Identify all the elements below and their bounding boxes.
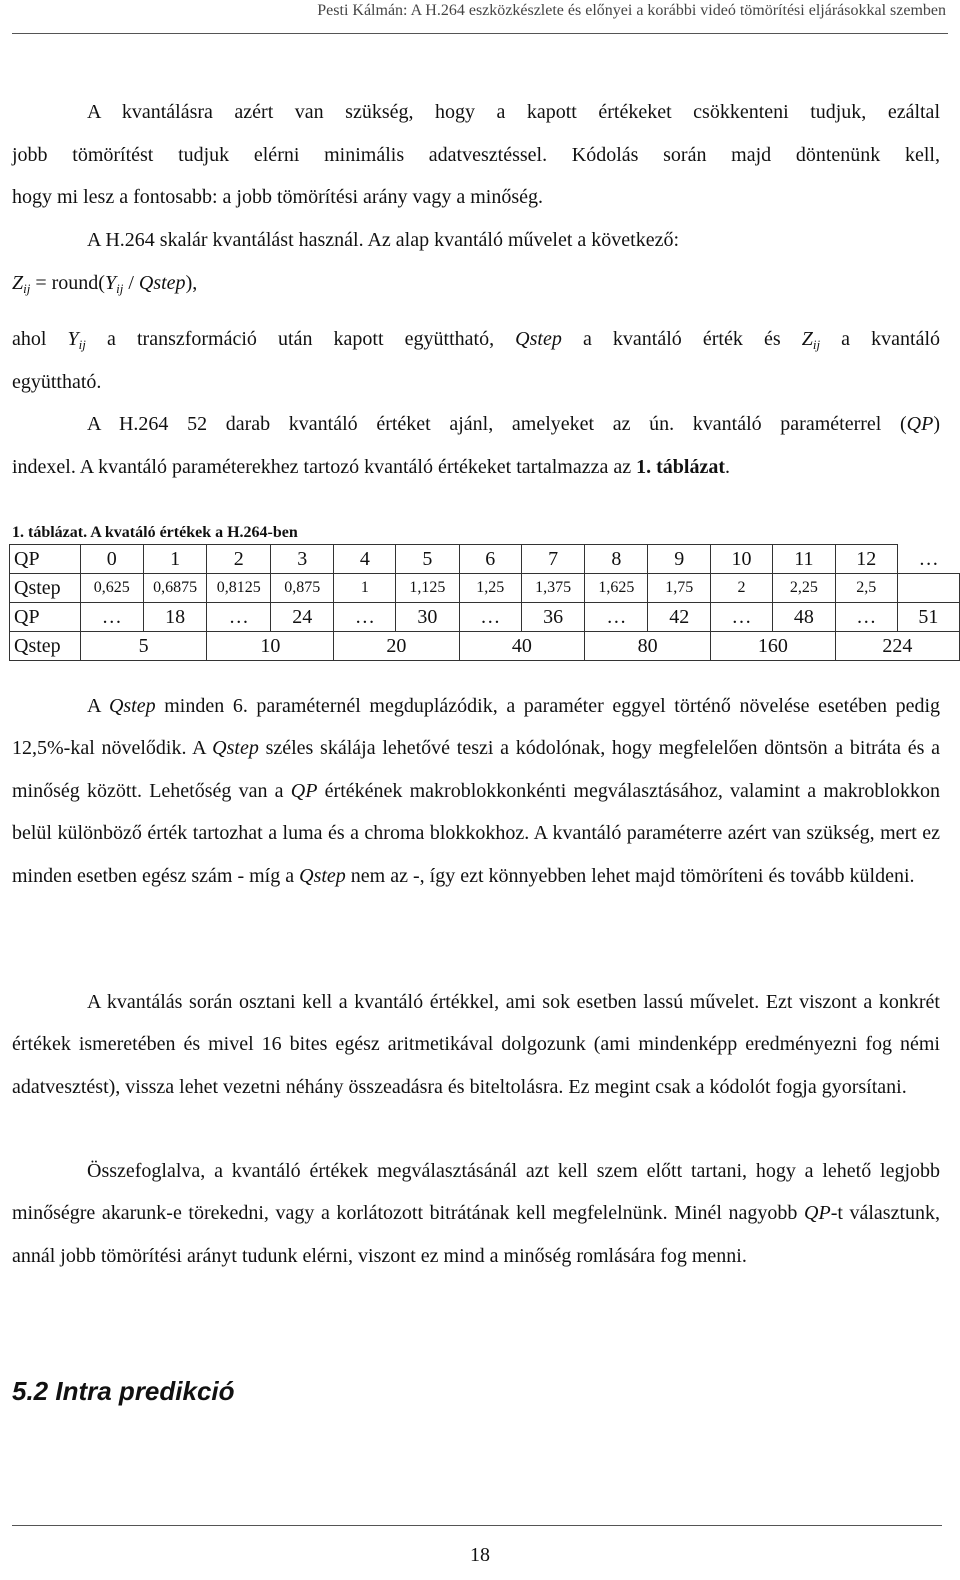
- table-cell: 0,6875: [143, 574, 207, 603]
- table-caption: 1. táblázat. A kvatáló értékek a H.264-ben: [12, 524, 298, 541]
- table-cell: 36: [522, 603, 585, 632]
- row-label: Qstep: [10, 574, 81, 603]
- p4-c: indexel. A kvantáló paraméterekhez tartozó kvantáló értékeket tartalmazza az: [12, 456, 637, 478]
- table-cell: 1,25: [459, 574, 522, 603]
- table-cell: 12: [835, 545, 897, 574]
- p7-b: -t választunk, annál jobb tömörítési arányt tudunk elérni, viszont ez mind a minőség romlására fog menni.: [12, 1202, 941, 1267]
- table-row: [10, 574, 960, 603]
- paragraph-qstep-doubling: [12, 685, 940, 897]
- p4-d: .: [725, 456, 731, 478]
- p5-e: nem az -, így ezt könnyebben lehet majd tömöríteni és tovább küldeni.: [345, 864, 915, 887]
- table-cell: 5: [396, 545, 459, 574]
- table-cell: 224: [835, 632, 959, 661]
- p3-y-sub: ij: [78, 337, 86, 352]
- p5-qstep3: Qstep: [299, 864, 346, 887]
- row-label: QP: [10, 545, 81, 574]
- page-number: 18: [470, 1544, 490, 1566]
- paragraph-quantization-purpose-line2: [12, 134, 940, 176]
- formula-z-subscript: ij: [23, 281, 31, 296]
- table-cell: 7: [522, 545, 585, 574]
- table-cell: 20: [334, 632, 459, 661]
- footer-rule: [12, 1525, 942, 1526]
- p5-b: minden 6. paraméternél megduplázódik, a paraméter eggyel történő növelése esetében pedig 12,5%-kal növelődik. A: [12, 695, 940, 760]
- table-cell: 5: [80, 632, 207, 661]
- p5-qp: QP: [290, 779, 318, 802]
- table-cell: 0,875: [271, 574, 334, 603]
- table-cell: 0,8125: [207, 574, 271, 603]
- table-cell: 3: [271, 545, 334, 574]
- p5-a: A: [87, 695, 109, 717]
- table-row: [10, 545, 960, 574]
- paragraph-quantization-purpose-line1: [12, 91, 940, 133]
- table-cell: 0,625: [80, 574, 143, 603]
- p3-d: a kvantáló: [820, 328, 941, 350]
- table-cell: 30: [396, 603, 459, 632]
- formula-close: ),: [185, 272, 198, 294]
- p3-z-sub: ij: [812, 337, 821, 352]
- table-cell: 4: [334, 545, 396, 574]
- paragraph-summary: [12, 1150, 940, 1277]
- table-cell: 1,625: [585, 574, 648, 603]
- table-cell: 8: [585, 545, 648, 574]
- formula-y-subscript: ij: [116, 281, 124, 296]
- running-header: Pesti Kálmán: A H.264 eszközkészlete és előnyei a korábbi videó tömörítési eljárásokkal szemben: [317, 2, 946, 19]
- p4-a: A H.264 52 darab kvantáló értéket ajánl, amelyeket az ún. kvantáló paraméterrel (: [87, 413, 907, 435]
- p3-b: a transzformáció után kapott együttható,: [85, 328, 516, 350]
- p1-line1: A kvantálásra azért van szükség, hogy a kapott értékeket csökkenteni tudjuk, ezáltal: [87, 101, 940, 123]
- p7-a: Összefoglalva, a kvantáló értékek megválasztásánál azt kell szem előtt tartani, hogy a lehető legjobb minőségre akarunk-e törekedni, vagy a korlátozott bitrátának kell megfelelnünk. Minél nagyobb: [12, 1160, 940, 1225]
- formula-round: = round(: [30, 272, 105, 294]
- table-cell: …: [80, 603, 143, 632]
- p3-c: a kvantáló érték és: [561, 328, 802, 350]
- p4-b: ): [933, 413, 940, 435]
- table-cell: 1,125: [396, 574, 459, 603]
- table-cell: 18: [143, 603, 207, 632]
- table-cell: 40: [459, 632, 585, 661]
- table-cell: 6: [459, 545, 522, 574]
- table-cell: 80: [585, 632, 711, 661]
- header-rule: [12, 33, 948, 34]
- table-cell: 1: [143, 545, 207, 574]
- p3-z: Z: [801, 328, 813, 350]
- row-label: Qstep: [10, 632, 81, 661]
- table-cell: [897, 574, 959, 603]
- paragraph-quantization-purpose-line3: hogy mi lesz a fontosabb: a jobb tömörítési arány vagy a minőség.: [12, 186, 543, 208]
- table-cell: 2,25: [773, 574, 836, 603]
- row-label: QP: [10, 603, 81, 632]
- table-cell: 1,75: [648, 574, 711, 603]
- table-reference: 1. táblázat: [636, 456, 726, 478]
- table-cell: …: [711, 603, 773, 632]
- p5-c: széles skálája lehetővé teszi a kódolónak, hogy megfelelően döntsön a bitráta és a minőség között. Lehetőség van a: [12, 737, 940, 802]
- table-cell: …: [835, 603, 897, 632]
- quantization-formula: [12, 262, 197, 304]
- table-cell: 10: [711, 545, 773, 574]
- table-cell: …: [459, 603, 522, 632]
- p5-qstep1: Qstep: [108, 695, 156, 717]
- table-cell: 48: [773, 603, 836, 632]
- p1-line2: jobb tömörítést tudjuk elérni minimális adatvesztéssel. Kódolás során majd döntenünk kell,: [12, 144, 940, 166]
- table-cell: 10: [207, 632, 334, 661]
- table-cell: …: [334, 603, 396, 632]
- table-cell: 2: [207, 545, 271, 574]
- table-cell: 9: [648, 545, 711, 574]
- qstep-table: [9, 544, 960, 661]
- table-cell: 51: [897, 603, 959, 632]
- table-cell: 2: [711, 574, 773, 603]
- p3-a: ahol: [12, 328, 68, 350]
- table-cell: 11: [773, 545, 836, 574]
- paragraph-qp-line1: [12, 403, 940, 445]
- table-row: [10, 632, 960, 661]
- p4-qp: QP: [906, 413, 934, 435]
- paragraph-scalar-quantization: A H.264 skalár kvantálást használ. Az alap kvantáló művelet a következő:: [87, 229, 680, 251]
- p5-qstep2: Qstep: [212, 737, 259, 760]
- paragraph-where-line1: [12, 318, 940, 360]
- table-row: [10, 603, 960, 632]
- formula-slash: /: [123, 272, 139, 294]
- p7-qp: QP: [804, 1202, 831, 1225]
- p3-qstep: Qstep: [515, 328, 562, 350]
- p5-d: értékének makroblokkonkénti megválasztásához, valamint a makroblokkon belül különböző érték tartozhat a luma és a chroma blokkokhoz. A kvantáló paraméterre azért van szükség, mert ez minden esetben egész szám - míg a: [12, 779, 940, 887]
- p3-y: Y: [67, 328, 79, 350]
- table-cell: 1,375: [522, 574, 585, 603]
- table-cell: 0: [80, 545, 143, 574]
- table-cell: 24: [271, 603, 334, 632]
- formula-z: Z: [12, 272, 24, 294]
- paragraph-division-optimization: A kvantálás során osztani kell a kvantáló értékkel, ami sok esetben lassú művelet. Ezt viszont a konkrét értékek ismeretében és mivel 16 bites egész aritmetikával dolgozunk (ami mindenképp eredményezni fog némi adatvesztést), vissza lehet vezetni néhány összeadásra és biteltolásra. Ez megint csak a kódolót fogja gyorsítani.: [12, 991, 940, 1098]
- formula-y: Y: [104, 272, 117, 294]
- table-cell: 1: [334, 574, 396, 603]
- table-cell: 160: [711, 632, 836, 661]
- table-cell: …: [918, 547, 939, 570]
- table-cell: 2,5: [835, 574, 897, 603]
- paragraph-where-line2: együttható.: [12, 371, 102, 393]
- table-cell: 42: [648, 603, 711, 632]
- paragraph-qp-line2: [12, 446, 730, 488]
- table-cell: …: [207, 603, 271, 632]
- table-cell: …: [585, 603, 648, 632]
- section-heading: 5.2 Intra predikció: [12, 1376, 235, 1406]
- formula-qstep: Qstep: [138, 272, 186, 294]
